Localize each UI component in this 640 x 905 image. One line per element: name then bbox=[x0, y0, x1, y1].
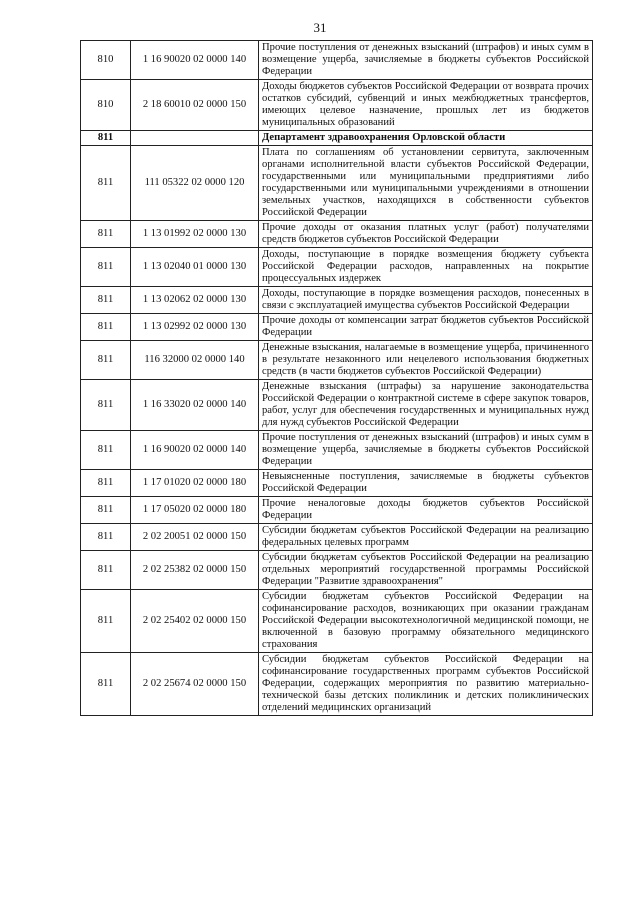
admin-code-cell: 811 bbox=[81, 248, 131, 287]
table-row bbox=[81, 590, 593, 653]
admin-code-cell: 811 bbox=[81, 146, 131, 221]
description-cell: Прочие поступления от денежных взысканий (штрафов) и иных сумм в возмещение ущерба, зачисляемые в бюджеты субъектов Российской Федерации bbox=[259, 41, 593, 80]
admin-code-cell: 810 bbox=[81, 41, 131, 80]
admin-code-cell: 811 bbox=[81, 524, 131, 551]
table-row bbox=[81, 248, 593, 287]
description-cell: Доходы бюджетов субъектов Российской Федерации от возврата прочих остатков субсидий, субвенций и иных межбюджетных трансфертов, имеющих целевое назначение, прошлых лет из бюджетов муниципальных образований bbox=[259, 80, 593, 131]
revenue-code-cell: 1 16 90020 02 0000 140 bbox=[131, 41, 259, 80]
admin-code-cell: 811 bbox=[81, 431, 131, 470]
admin-code-cell: 810 bbox=[81, 80, 131, 131]
table-row bbox=[81, 380, 593, 431]
description-cell: Прочие доходы от компенсации затрат бюджетов субъектов Российской Федерации bbox=[259, 314, 593, 341]
table-row bbox=[81, 41, 593, 80]
revenue-code-cell: 1 16 90020 02 0000 140 bbox=[131, 431, 259, 470]
revenue-code-cell: 111 05322 02 0000 120 bbox=[131, 146, 259, 221]
admin-code-cell: 811 bbox=[81, 314, 131, 341]
description-cell: Плата по соглашениям об установлении сервитута, заключенным органами исполнительной власти субъектов Российской Федерации, государственными или муниципальными предприятиями либо государственными или муниципальными учреждениями в отношении земельных участков, находящихся в собственности субъектов Российской Федерации bbox=[259, 146, 593, 221]
page-number: 31 bbox=[313, 20, 327, 35]
description-cell: Денежные взыскания, налагаемые в возмещение ущерба, причиненного в результате незаконного или нецелевого использования бюджетных средств (в части бюджетов субъектов Российской Федерации) bbox=[259, 341, 593, 380]
table-row bbox=[81, 341, 593, 380]
admin-code-cell: 811 bbox=[81, 221, 131, 248]
revenue-code-cell: 2 02 25382 02 0000 150 bbox=[131, 551, 259, 590]
description-cell: Денежные взыскания (штрафы) за нарушение законодательства Российской Федерации о контрактной системе в сфере закупок товаров, работ, услуг для обеспечения государственных и муниципальных нужд для нужд субъектов Российской Федерации bbox=[259, 380, 593, 431]
table-row bbox=[81, 287, 593, 314]
admin-code-cell: 811 bbox=[81, 497, 131, 524]
admin-code-cell: 811 bbox=[81, 551, 131, 590]
description-cell: Невыясненные поступления, зачисляемые в бюджеты субъектов Российской Федерации bbox=[259, 470, 593, 497]
section-title-cell: Департамент здравоохранения Орловской области bbox=[259, 131, 593, 146]
revenue-code-cell: 1 17 05020 02 0000 180 bbox=[131, 497, 259, 524]
revenue-codes-table bbox=[80, 40, 593, 716]
table-row bbox=[81, 314, 593, 341]
revenue-code-cell: 2 02 25674 02 0000 150 bbox=[131, 653, 259, 716]
revenue-code-cell: 2 18 60010 02 0000 150 bbox=[131, 80, 259, 131]
admin-code-cell: 811 bbox=[81, 470, 131, 497]
revenue-code-cell: 1 13 02992 02 0000 130 bbox=[131, 314, 259, 341]
description-cell: Доходы, поступающие в порядке возмещения расходов, понесенных в связи с эксплуатацией имущества субъектов Российской Федерации bbox=[259, 287, 593, 314]
description-cell: Субсидии бюджетам субъектов Российской Федерации на реализацию отдельных мероприятий государственной программы Российской Федерации "Развитие здравоохранения" bbox=[259, 551, 593, 590]
description-cell: Прочие доходы от оказания платных услуг (работ) получателями средств бюджетов субъектов Российской Федерации bbox=[259, 221, 593, 248]
description-cell: Субсидии бюджетам субъектов Российской Федерации на реализацию федеральных целевых программ bbox=[259, 524, 593, 551]
admin-code-cell: 811 bbox=[81, 380, 131, 431]
table-row bbox=[81, 221, 593, 248]
table-row bbox=[81, 80, 593, 131]
admin-code-cell: 811 bbox=[81, 131, 131, 146]
revenue-code-cell: 1 13 02040 01 0000 130 bbox=[131, 248, 259, 287]
admin-code-cell: 811 bbox=[81, 287, 131, 314]
description-cell: Доходы, поступающие в порядке возмещения бюджету субъекта Российской Федерации расходов, направленных на покрытие процессуальных издержек bbox=[259, 248, 593, 287]
table-row bbox=[81, 431, 593, 470]
table-row bbox=[81, 653, 593, 716]
table-row bbox=[81, 524, 593, 551]
revenue-code-cell: 1 16 33020 02 0000 140 bbox=[131, 380, 259, 431]
description-cell: Субсидии бюджетам субъектов Российской Федерации на софинансирование расходов, возникающих при оказании гражданам Российской Федерации высокотехнологичной медицинской помощи, не включенной в базовую программу обязательного медицинского страхования bbox=[259, 590, 593, 653]
description-cell: Прочие неналоговые доходы бюджетов субъектов Российской Федерации bbox=[259, 497, 593, 524]
revenue-code-cell: 1 13 02062 02 0000 130 bbox=[131, 287, 259, 314]
revenue-code-cell: 1 13 01992 02 0000 130 bbox=[131, 221, 259, 248]
revenue-code-cell: 116 32000 02 0000 140 bbox=[131, 341, 259, 380]
revenue-code-cell: 2 02 20051 02 0000 150 bbox=[131, 524, 259, 551]
table-row bbox=[81, 551, 593, 590]
section-header-row bbox=[81, 131, 593, 146]
revenue-code-cell bbox=[131, 131, 259, 146]
admin-code-cell: 811 bbox=[81, 590, 131, 653]
table-row bbox=[81, 497, 593, 524]
admin-code-cell: 811 bbox=[81, 341, 131, 380]
revenue-code-cell: 2 02 25402 02 0000 150 bbox=[131, 590, 259, 653]
table-row bbox=[81, 470, 593, 497]
description-cell: Прочие поступления от денежных взысканий (штрафов) и иных сумм в возмещение ущерба, зачисляемые в бюджеты субъектов Российской Федерации bbox=[259, 431, 593, 470]
admin-code-cell: 811 bbox=[81, 653, 131, 716]
description-cell: Субсидии бюджетам субъектов Российской Федерации на софинансирование государственных программ субъектов Российской Федерации, содержащих мероприятия по развитию материально-технической базы детских поликлиник и детских поликлинических отделений медицинских организаций bbox=[259, 653, 593, 716]
table-row bbox=[81, 146, 593, 221]
revenue-code-cell: 1 17 01020 02 0000 180 bbox=[131, 470, 259, 497]
